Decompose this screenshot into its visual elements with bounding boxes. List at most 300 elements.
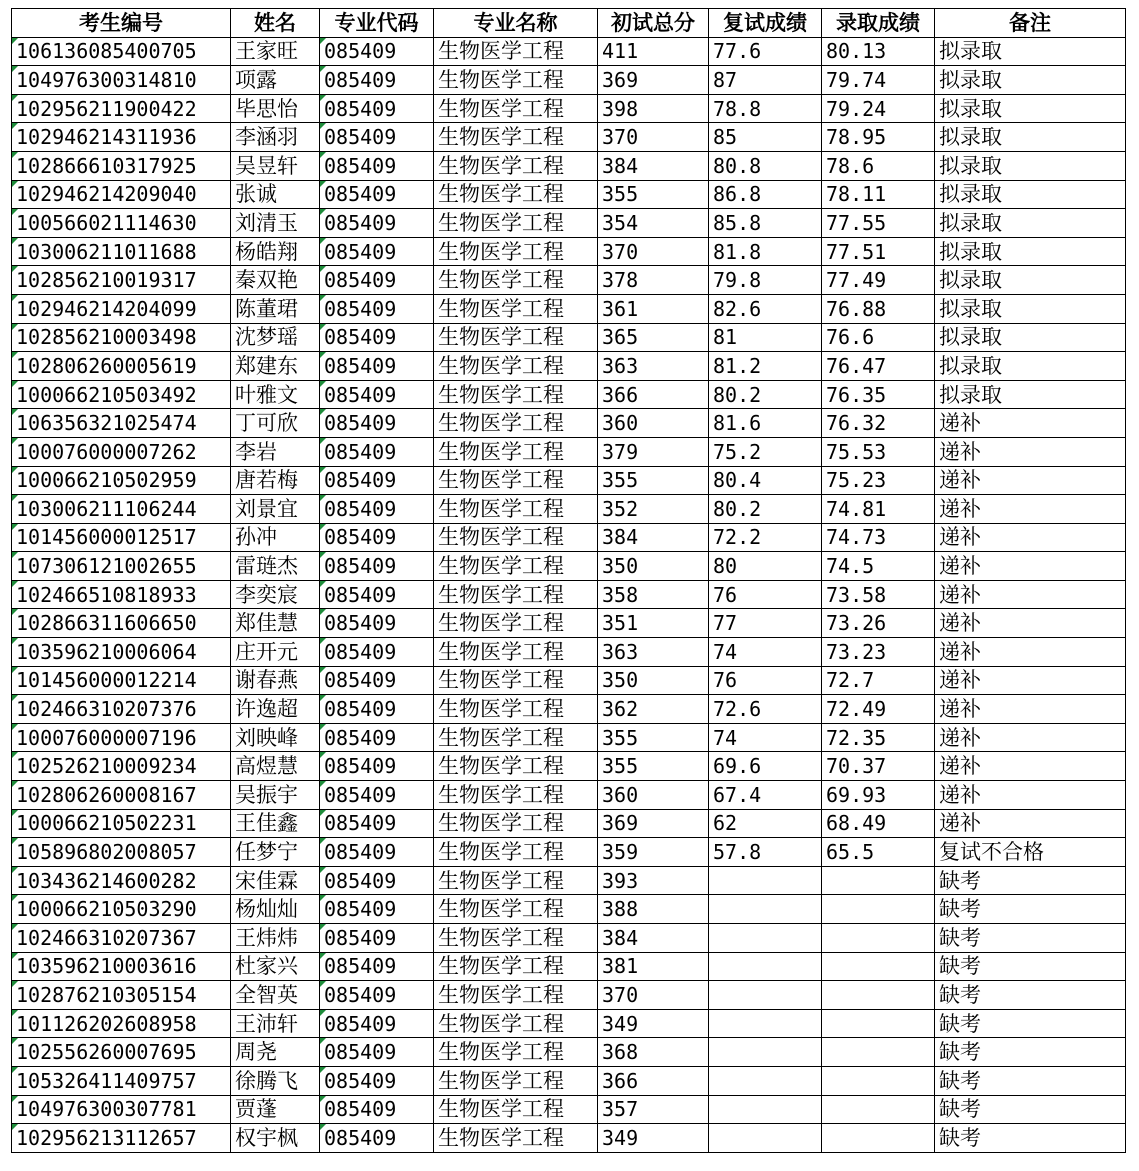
cell-initial-score[interactable]: 384 — [598, 523, 709, 552]
cell-retest-score[interactable]: 81.6 — [709, 409, 822, 438]
cell-candidate-id[interactable]: 100566021114630 — [12, 209, 231, 238]
cell-major-name[interactable]: 生物医学工程 — [434, 294, 598, 323]
cell-name[interactable]: 郑佳慧 — [231, 609, 320, 638]
cell-admission-score[interactable]: 74.73 — [822, 523, 935, 552]
cell-major-name[interactable]: 生物医学工程 — [434, 352, 598, 381]
cell-major-code[interactable]: 085409 — [320, 1038, 434, 1067]
cell-major-code[interactable]: 085409 — [320, 752, 434, 781]
cell-name[interactable]: 庄开元 — [231, 638, 320, 667]
cell-retest-score[interactable] — [709, 1095, 822, 1124]
cell-retest-score[interactable]: 81.2 — [709, 352, 822, 381]
cell-major-code[interactable]: 085409 — [320, 209, 434, 238]
cell-retest-score[interactable]: 79.8 — [709, 266, 822, 295]
cell-admission-score[interactable]: 77.51 — [822, 237, 935, 266]
cell-major-name[interactable]: 生物医学工程 — [434, 37, 598, 66]
cell-major-code[interactable]: 085409 — [320, 323, 434, 352]
cell-retest-score[interactable] — [709, 1124, 822, 1153]
cell-candidate-id[interactable]: 101456000012214 — [12, 666, 231, 695]
cell-initial-score[interactable]: 361 — [598, 294, 709, 323]
cell-candidate-id[interactable]: 103006211106244 — [12, 495, 231, 524]
cell-initial-score[interactable]: 384 — [598, 151, 709, 180]
cell-admission-score[interactable] — [822, 924, 935, 953]
cell-remarks[interactable]: 拟录取 — [935, 323, 1126, 352]
header-major-code[interactable]: 专业代码 — [320, 9, 434, 38]
cell-initial-score[interactable]: 355 — [598, 752, 709, 781]
cell-name[interactable]: 李涵羽 — [231, 123, 320, 152]
cell-retest-score[interactable]: 80.8 — [709, 151, 822, 180]
cell-admission-score[interactable]: 72.35 — [822, 723, 935, 752]
cell-remarks[interactable]: 缺考 — [935, 981, 1126, 1010]
cell-retest-score[interactable] — [709, 866, 822, 895]
cell-major-code[interactable]: 085409 — [320, 266, 434, 295]
cell-admission-score[interactable] — [822, 952, 935, 981]
cell-name[interactable]: 毕思怡 — [231, 94, 320, 123]
cell-major-name[interactable]: 生物医学工程 — [434, 866, 598, 895]
cell-retest-score[interactable] — [709, 981, 822, 1010]
cell-major-name[interactable]: 生物医学工程 — [434, 437, 598, 466]
cell-initial-score[interactable]: 369 — [598, 66, 709, 95]
cell-retest-score[interactable]: 80.2 — [709, 495, 822, 524]
cell-admission-score[interactable]: 76.35 — [822, 380, 935, 409]
cell-name[interactable]: 谢春燕 — [231, 666, 320, 695]
cell-major-name[interactable]: 生物医学工程 — [434, 409, 598, 438]
cell-name[interactable]: 王沛轩 — [231, 1009, 320, 1038]
cell-major-code[interactable]: 085409 — [320, 437, 434, 466]
cell-retest-score[interactable]: 82.6 — [709, 294, 822, 323]
cell-initial-score[interactable]: 381 — [598, 952, 709, 981]
cell-major-name[interactable]: 生物医学工程 — [434, 1009, 598, 1038]
cell-admission-score[interactable]: 78.6 — [822, 151, 935, 180]
cell-major-code[interactable]: 085409 — [320, 981, 434, 1010]
cell-major-name[interactable]: 生物医学工程 — [434, 1095, 598, 1124]
cell-initial-score[interactable]: 363 — [598, 638, 709, 667]
cell-admission-score[interactable]: 76.32 — [822, 409, 935, 438]
cell-major-name[interactable]: 生物医学工程 — [434, 895, 598, 924]
cell-admission-score[interactable]: 79.74 — [822, 66, 935, 95]
cell-remarks[interactable]: 拟录取 — [935, 151, 1126, 180]
cell-remarks[interactable]: 递补 — [935, 580, 1126, 609]
cell-candidate-id[interactable]: 100066210502231 — [12, 809, 231, 838]
cell-admission-score[interactable] — [822, 1038, 935, 1067]
cell-admission-score[interactable] — [822, 895, 935, 924]
cell-candidate-id[interactable]: 101456000012517 — [12, 523, 231, 552]
cell-major-name[interactable]: 生物医学工程 — [434, 666, 598, 695]
cell-retest-score[interactable]: 69.6 — [709, 752, 822, 781]
cell-candidate-id[interactable]: 102956211900422 — [12, 94, 231, 123]
cell-major-code[interactable]: 085409 — [320, 380, 434, 409]
cell-retest-score[interactable]: 87 — [709, 66, 822, 95]
cell-initial-score[interactable]: 360 — [598, 409, 709, 438]
cell-candidate-id[interactable]: 100066210503492 — [12, 380, 231, 409]
cell-remarks[interactable]: 缺考 — [935, 1009, 1126, 1038]
cell-remarks[interactable]: 缺考 — [935, 1066, 1126, 1095]
cell-candidate-id[interactable]: 102526210009234 — [12, 752, 231, 781]
cell-name[interactable]: 许逸超 — [231, 695, 320, 724]
cell-candidate-id[interactable]: 103006211011688 — [12, 237, 231, 266]
cell-major-code[interactable]: 085409 — [320, 924, 434, 953]
cell-candidate-id[interactable]: 104976300314810 — [12, 66, 231, 95]
cell-remarks[interactable]: 递补 — [935, 495, 1126, 524]
cell-initial-score[interactable]: 366 — [598, 1066, 709, 1095]
cell-retest-score[interactable] — [709, 952, 822, 981]
cell-retest-score[interactable]: 80 — [709, 552, 822, 581]
cell-initial-score[interactable]: 362 — [598, 695, 709, 724]
cell-name[interactable]: 张诚 — [231, 180, 320, 209]
header-initial-score[interactable]: 初试总分 — [598, 9, 709, 38]
cell-major-name[interactable]: 生物医学工程 — [434, 466, 598, 495]
header-major-name[interactable]: 专业名称 — [434, 9, 598, 38]
cell-major-name[interactable]: 生物医学工程 — [434, 809, 598, 838]
cell-retest-score[interactable]: 81 — [709, 323, 822, 352]
cell-remarks[interactable]: 复试不合格 — [935, 838, 1126, 867]
cell-remarks[interactable]: 缺考 — [935, 895, 1126, 924]
cell-initial-score[interactable]: 370 — [598, 237, 709, 266]
cell-candidate-id[interactable]: 103596210003616 — [12, 952, 231, 981]
cell-remarks[interactable]: 拟录取 — [935, 94, 1126, 123]
cell-initial-score[interactable]: 365 — [598, 323, 709, 352]
cell-remarks[interactable]: 拟录取 — [935, 209, 1126, 238]
cell-admission-score[interactable]: 78.95 — [822, 123, 935, 152]
cell-admission-score[interactable]: 73.26 — [822, 609, 935, 638]
cell-remarks[interactable]: 拟录取 — [935, 380, 1126, 409]
cell-name[interactable]: 陈董珺 — [231, 294, 320, 323]
cell-remarks[interactable]: 缺考 — [935, 1038, 1126, 1067]
cell-remarks[interactable]: 缺考 — [935, 1095, 1126, 1124]
cell-major-name[interactable]: 生物医学工程 — [434, 266, 598, 295]
cell-name[interactable]: 周尧 — [231, 1038, 320, 1067]
cell-major-name[interactable]: 生物医学工程 — [434, 552, 598, 581]
cell-major-name[interactable]: 生物医学工程 — [434, 123, 598, 152]
cell-initial-score[interactable]: 354 — [598, 209, 709, 238]
cell-initial-score[interactable]: 384 — [598, 924, 709, 953]
cell-retest-score[interactable]: 85.8 — [709, 209, 822, 238]
cell-retest-score[interactable]: 81.8 — [709, 237, 822, 266]
cell-remarks[interactable]: 递补 — [935, 409, 1126, 438]
cell-admission-score[interactable]: 73.58 — [822, 580, 935, 609]
cell-remarks[interactable]: 缺考 — [935, 952, 1126, 981]
cell-retest-score[interactable]: 80.4 — [709, 466, 822, 495]
cell-major-name[interactable]: 生物医学工程 — [434, 66, 598, 95]
cell-major-name[interactable]: 生物医学工程 — [434, 94, 598, 123]
cell-major-code[interactable]: 085409 — [320, 1066, 434, 1095]
cell-remarks[interactable]: 递补 — [935, 437, 1126, 466]
cell-initial-score[interactable]: 366 — [598, 380, 709, 409]
cell-retest-score[interactable]: 86.8 — [709, 180, 822, 209]
cell-retest-score[interactable]: 80.2 — [709, 380, 822, 409]
cell-retest-score[interactable] — [709, 1038, 822, 1067]
cell-retest-score[interactable]: 77 — [709, 609, 822, 638]
cell-major-code[interactable]: 085409 — [320, 352, 434, 381]
cell-major-name[interactable]: 生物医学工程 — [434, 323, 598, 352]
cell-admission-score[interactable]: 76.6 — [822, 323, 935, 352]
cell-remarks[interactable]: 拟录取 — [935, 180, 1126, 209]
cell-major-code[interactable]: 085409 — [320, 781, 434, 810]
cell-major-code[interactable]: 085409 — [320, 37, 434, 66]
cell-name[interactable]: 王佳鑫 — [231, 809, 320, 838]
cell-retest-score[interactable] — [709, 1066, 822, 1095]
cell-name[interactable]: 杨皓翔 — [231, 237, 320, 266]
cell-name[interactable]: 沈梦瑶 — [231, 323, 320, 352]
cell-remarks[interactable]: 递补 — [935, 523, 1126, 552]
cell-remarks[interactable]: 拟录取 — [935, 266, 1126, 295]
cell-major-code[interactable]: 085409 — [320, 609, 434, 638]
cell-name[interactable]: 高煜慧 — [231, 752, 320, 781]
cell-name[interactable]: 刘景宜 — [231, 495, 320, 524]
cell-candidate-id[interactable]: 102866610317925 — [12, 151, 231, 180]
cell-initial-score[interactable]: 351 — [598, 609, 709, 638]
cell-candidate-id[interactable]: 102806260005619 — [12, 352, 231, 381]
cell-initial-score[interactable]: 350 — [598, 666, 709, 695]
cell-admission-score[interactable] — [822, 1009, 935, 1038]
cell-major-name[interactable]: 生物医学工程 — [434, 523, 598, 552]
cell-admission-score[interactable]: 74.81 — [822, 495, 935, 524]
cell-retest-score[interactable]: 85 — [709, 123, 822, 152]
cell-name[interactable]: 任梦宁 — [231, 838, 320, 867]
cell-candidate-id[interactable]: 100076000007196 — [12, 723, 231, 752]
cell-name[interactable]: 吴昱轩 — [231, 151, 320, 180]
cell-major-code[interactable]: 085409 — [320, 409, 434, 438]
cell-candidate-id[interactable]: 102946214204099 — [12, 294, 231, 323]
cell-major-code[interactable]: 085409 — [320, 123, 434, 152]
cell-candidate-id[interactable]: 106356321025474 — [12, 409, 231, 438]
cell-candidate-id[interactable]: 102956213112657 — [12, 1124, 231, 1153]
cell-retest-score[interactable] — [709, 895, 822, 924]
cell-initial-score[interactable]: 355 — [598, 180, 709, 209]
cell-admission-score[interactable]: 76.88 — [822, 294, 935, 323]
cell-initial-score[interactable]: 349 — [598, 1009, 709, 1038]
cell-major-code[interactable]: 085409 — [320, 895, 434, 924]
cell-major-name[interactable]: 生物医学工程 — [434, 1038, 598, 1067]
cell-initial-score[interactable]: 369 — [598, 809, 709, 838]
cell-admission-score[interactable]: 76.47 — [822, 352, 935, 381]
cell-retest-score[interactable]: 74 — [709, 723, 822, 752]
cell-name[interactable]: 项露 — [231, 66, 320, 95]
cell-remarks[interactable]: 递补 — [935, 552, 1126, 581]
cell-candidate-id[interactable]: 102946214209040 — [12, 180, 231, 209]
cell-name[interactable]: 李岩 — [231, 437, 320, 466]
cell-remarks[interactable]: 递补 — [935, 752, 1126, 781]
cell-remarks[interactable]: 拟录取 — [935, 123, 1126, 152]
cell-major-code[interactable]: 085409 — [320, 66, 434, 95]
cell-name[interactable]: 王家旺 — [231, 37, 320, 66]
cell-retest-score[interactable]: 67.4 — [709, 781, 822, 810]
cell-initial-score[interactable]: 357 — [598, 1095, 709, 1124]
cell-retest-score[interactable]: 76 — [709, 580, 822, 609]
cell-remarks[interactable]: 拟录取 — [935, 352, 1126, 381]
cell-major-code[interactable]: 085409 — [320, 1095, 434, 1124]
cell-name[interactable]: 丁可欣 — [231, 409, 320, 438]
cell-major-name[interactable]: 生物医学工程 — [434, 580, 598, 609]
cell-candidate-id[interactable]: 107306121002655 — [12, 552, 231, 581]
cell-major-code[interactable]: 085409 — [320, 495, 434, 524]
cell-name[interactable]: 全智英 — [231, 981, 320, 1010]
cell-major-name[interactable]: 生物医学工程 — [434, 695, 598, 724]
cell-retest-score[interactable]: 75.2 — [709, 437, 822, 466]
cell-name[interactable]: 刘清玉 — [231, 209, 320, 238]
cell-candidate-id[interactable]: 101126202608958 — [12, 1009, 231, 1038]
cell-name[interactable]: 王炜炜 — [231, 924, 320, 953]
cell-remarks[interactable]: 递补 — [935, 809, 1126, 838]
cell-major-code[interactable]: 085409 — [320, 237, 434, 266]
cell-initial-score[interactable]: 363 — [598, 352, 709, 381]
cell-initial-score[interactable]: 388 — [598, 895, 709, 924]
cell-major-code[interactable]: 085409 — [320, 94, 434, 123]
header-admission-score[interactable]: 录取成绩 — [822, 9, 935, 38]
cell-initial-score[interactable]: 378 — [598, 266, 709, 295]
cell-name[interactable]: 叶雅文 — [231, 380, 320, 409]
cell-admission-score[interactable]: 75.23 — [822, 466, 935, 495]
cell-remarks[interactable]: 缺考 — [935, 1124, 1126, 1153]
cell-major-code[interactable]: 085409 — [320, 1009, 434, 1038]
cell-major-name[interactable]: 生物医学工程 — [434, 495, 598, 524]
cell-remarks[interactable]: 递补 — [935, 723, 1126, 752]
cell-name[interactable]: 郑建东 — [231, 352, 320, 381]
cell-candidate-id[interactable]: 105326411409757 — [12, 1066, 231, 1095]
cell-remarks[interactable]: 递补 — [935, 666, 1126, 695]
cell-retest-score[interactable]: 74 — [709, 638, 822, 667]
cell-retest-score[interactable]: 72.2 — [709, 523, 822, 552]
cell-candidate-id[interactable]: 102466310207367 — [12, 924, 231, 953]
cell-candidate-id[interactable]: 102866311606650 — [12, 609, 231, 638]
cell-initial-score[interactable]: 411 — [598, 37, 709, 66]
cell-admission-score[interactable]: 79.24 — [822, 94, 935, 123]
cell-candidate-id[interactable]: 102946214311936 — [12, 123, 231, 152]
header-candidate-id[interactable]: 考生编号 — [12, 9, 231, 38]
cell-major-code[interactable]: 085409 — [320, 466, 434, 495]
cell-candidate-id[interactable]: 100076000007262 — [12, 437, 231, 466]
cell-admission-score[interactable]: 80.13 — [822, 37, 935, 66]
cell-admission-score[interactable] — [822, 1066, 935, 1095]
cell-candidate-id[interactable]: 103436214600282 — [12, 866, 231, 895]
cell-name[interactable]: 孙冲 — [231, 523, 320, 552]
cell-initial-score[interactable]: 370 — [598, 981, 709, 1010]
cell-major-name[interactable]: 生物医学工程 — [434, 723, 598, 752]
cell-initial-score[interactable]: 350 — [598, 552, 709, 581]
cell-remarks[interactable]: 缺考 — [935, 924, 1126, 953]
cell-candidate-id[interactable]: 102806260008167 — [12, 781, 231, 810]
cell-retest-score[interactable] — [709, 924, 822, 953]
cell-major-name[interactable]: 生物医学工程 — [434, 209, 598, 238]
cell-candidate-id[interactable]: 102856210019317 — [12, 266, 231, 295]
cell-major-code[interactable]: 085409 — [320, 952, 434, 981]
cell-major-name[interactable]: 生物医学工程 — [434, 638, 598, 667]
cell-retest-score[interactable]: 72.6 — [709, 695, 822, 724]
cell-major-code[interactable]: 085409 — [320, 695, 434, 724]
cell-remarks[interactable]: 递补 — [935, 781, 1126, 810]
cell-candidate-id[interactable]: 102856210003498 — [12, 323, 231, 352]
cell-initial-score[interactable]: 360 — [598, 781, 709, 810]
cell-name[interactable]: 杜家兴 — [231, 952, 320, 981]
cell-name[interactable]: 李奕宸 — [231, 580, 320, 609]
cell-retest-score[interactable]: 78.8 — [709, 94, 822, 123]
cell-major-name[interactable]: 生物医学工程 — [434, 781, 598, 810]
cell-major-name[interactable]: 生物医学工程 — [434, 981, 598, 1010]
cell-candidate-id[interactable]: 100066210502959 — [12, 466, 231, 495]
cell-major-code[interactable]: 085409 — [320, 294, 434, 323]
cell-admission-score[interactable]: 69.93 — [822, 781, 935, 810]
cell-name[interactable]: 秦双艳 — [231, 266, 320, 295]
cell-name[interactable]: 宋佳霖 — [231, 866, 320, 895]
cell-retest-score[interactable] — [709, 1009, 822, 1038]
cell-name[interactable]: 权宇枫 — [231, 1124, 320, 1153]
cell-admission-score[interactable]: 75.53 — [822, 437, 935, 466]
cell-initial-score[interactable]: 379 — [598, 437, 709, 466]
cell-name[interactable]: 杨灿灿 — [231, 895, 320, 924]
cell-candidate-id[interactable]: 104976300307781 — [12, 1095, 231, 1124]
cell-candidate-id[interactable]: 105896802008057 — [12, 838, 231, 867]
cell-candidate-id[interactable]: 102466310207376 — [12, 695, 231, 724]
cell-major-code[interactable]: 085409 — [320, 666, 434, 695]
cell-candidate-id[interactable]: 100066210503290 — [12, 895, 231, 924]
cell-retest-score[interactable]: 62 — [709, 809, 822, 838]
cell-initial-score[interactable]: 359 — [598, 838, 709, 867]
cell-remarks[interactable]: 拟录取 — [935, 37, 1126, 66]
cell-major-name[interactable]: 生物医学工程 — [434, 180, 598, 209]
cell-major-name[interactable]: 生物医学工程 — [434, 609, 598, 638]
cell-initial-score[interactable]: 368 — [598, 1038, 709, 1067]
cell-major-code[interactable]: 085409 — [320, 866, 434, 895]
cell-admission-score[interactable]: 72.7 — [822, 666, 935, 695]
cell-admission-score[interactable]: 73.23 — [822, 638, 935, 667]
cell-major-code[interactable]: 085409 — [320, 838, 434, 867]
cell-name[interactable]: 贾蓬 — [231, 1095, 320, 1124]
cell-admission-score[interactable] — [822, 981, 935, 1010]
cell-initial-score[interactable]: 358 — [598, 580, 709, 609]
cell-major-name[interactable]: 生物医学工程 — [434, 151, 598, 180]
cell-remarks[interactable]: 拟录取 — [935, 66, 1126, 95]
cell-major-name[interactable]: 生物医学工程 — [434, 924, 598, 953]
header-remarks[interactable]: 备注 — [935, 9, 1126, 38]
cell-major-code[interactable]: 085409 — [320, 1124, 434, 1153]
cell-major-code[interactable]: 085409 — [320, 151, 434, 180]
cell-initial-score[interactable]: 393 — [598, 866, 709, 895]
cell-retest-score[interactable]: 76 — [709, 666, 822, 695]
cell-admission-score[interactable]: 72.49 — [822, 695, 935, 724]
cell-initial-score[interactable]: 349 — [598, 1124, 709, 1153]
cell-candidate-id[interactable]: 102876210305154 — [12, 981, 231, 1010]
cell-initial-score[interactable]: 398 — [598, 94, 709, 123]
cell-initial-score[interactable]: 370 — [598, 123, 709, 152]
cell-remarks[interactable]: 递补 — [935, 638, 1126, 667]
cell-name[interactable]: 刘映峰 — [231, 723, 320, 752]
cell-remarks[interactable]: 递补 — [935, 609, 1126, 638]
cell-retest-score[interactable]: 77.6 — [709, 37, 822, 66]
cell-name[interactable]: 雷琏杰 — [231, 552, 320, 581]
cell-admission-score[interactable] — [822, 1095, 935, 1124]
cell-major-name[interactable]: 生物医学工程 — [434, 1066, 598, 1095]
cell-admission-score[interactable]: 65.5 — [822, 838, 935, 867]
cell-remarks[interactable]: 拟录取 — [935, 294, 1126, 323]
cell-admission-score[interactable]: 68.49 — [822, 809, 935, 838]
cell-remarks[interactable]: 递补 — [935, 466, 1126, 495]
cell-major-code[interactable]: 085409 — [320, 523, 434, 552]
cell-initial-score[interactable]: 355 — [598, 466, 709, 495]
cell-retest-score[interactable]: 57.8 — [709, 838, 822, 867]
cell-candidate-id[interactable]: 102466510818933 — [12, 580, 231, 609]
cell-major-code[interactable]: 085409 — [320, 809, 434, 838]
cell-admission-score[interactable] — [822, 1124, 935, 1153]
cell-remarks[interactable]: 拟录取 — [935, 237, 1126, 266]
cell-major-name[interactable]: 生物医学工程 — [434, 838, 598, 867]
cell-remarks[interactable]: 递补 — [935, 695, 1126, 724]
cell-candidate-id[interactable]: 103596210006064 — [12, 638, 231, 667]
header-retest-score[interactable]: 复试成绩 — [709, 9, 822, 38]
cell-admission-score[interactable]: 77.55 — [822, 209, 935, 238]
cell-admission-score[interactable]: 77.49 — [822, 266, 935, 295]
cell-major-name[interactable]: 生物医学工程 — [434, 952, 598, 981]
cell-major-name[interactable]: 生物医学工程 — [434, 237, 598, 266]
cell-admission-score[interactable] — [822, 866, 935, 895]
